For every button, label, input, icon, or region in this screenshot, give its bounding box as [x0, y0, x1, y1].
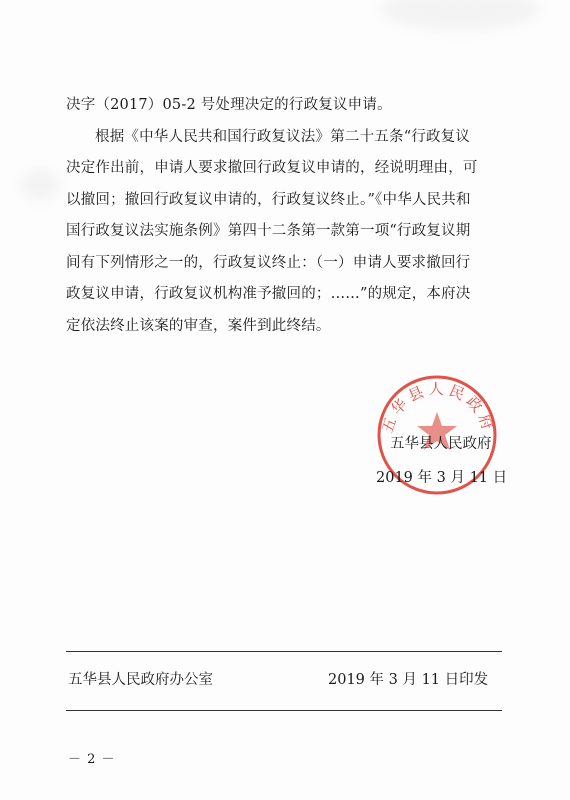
body-line: 国行政复议法实施条例》第四十二条第一款第一项“行政复议期 [66, 223, 471, 239]
issue-date: 2019 年 3 月 11 日 [376, 470, 508, 486]
svg-text:五华县人民政府: 五华县人民政府 [378, 379, 498, 436]
page-number: － 2 － [68, 752, 116, 767]
body-line: 定依法终止该案的审查，案件到此终结。 [66, 317, 331, 334]
footer-divider-top [66, 651, 502, 652]
document-body [66, 90, 506, 342]
footer-divider-bottom [66, 710, 502, 711]
issuer-signature: 五华县人民政府 [390, 436, 492, 452]
body-line: 根据《中华人民共和国行政复议法》第二十五条“行政复议 [95, 128, 471, 145]
body-line: 政复议申请，行政复议机构准予撤回的；……”的规定，本府决 [66, 286, 471, 302]
body-line: 决字（2017）05-2 号处理决定的行政复议申请。 [66, 97, 392, 113]
body-line: 间有下列情形之一的，行政复议终止：（一）申请人要求撤回行 [66, 254, 471, 271]
footer-print-date: 2019 年 3 月 11 日印发 [328, 672, 489, 688]
scan-smudge [380, 0, 540, 30]
footer-office: 五华县人民政府办公室 [68, 672, 213, 688]
scan-smudge [20, 170, 60, 200]
body-line: 以撤回；撤回行政复议申请的，行政复议终止。”《中华人民共和 [66, 191, 471, 208]
body-line: 决定作出前，申请人要求撤回行政复议申请的，经说明理由，可 [66, 160, 478, 176]
